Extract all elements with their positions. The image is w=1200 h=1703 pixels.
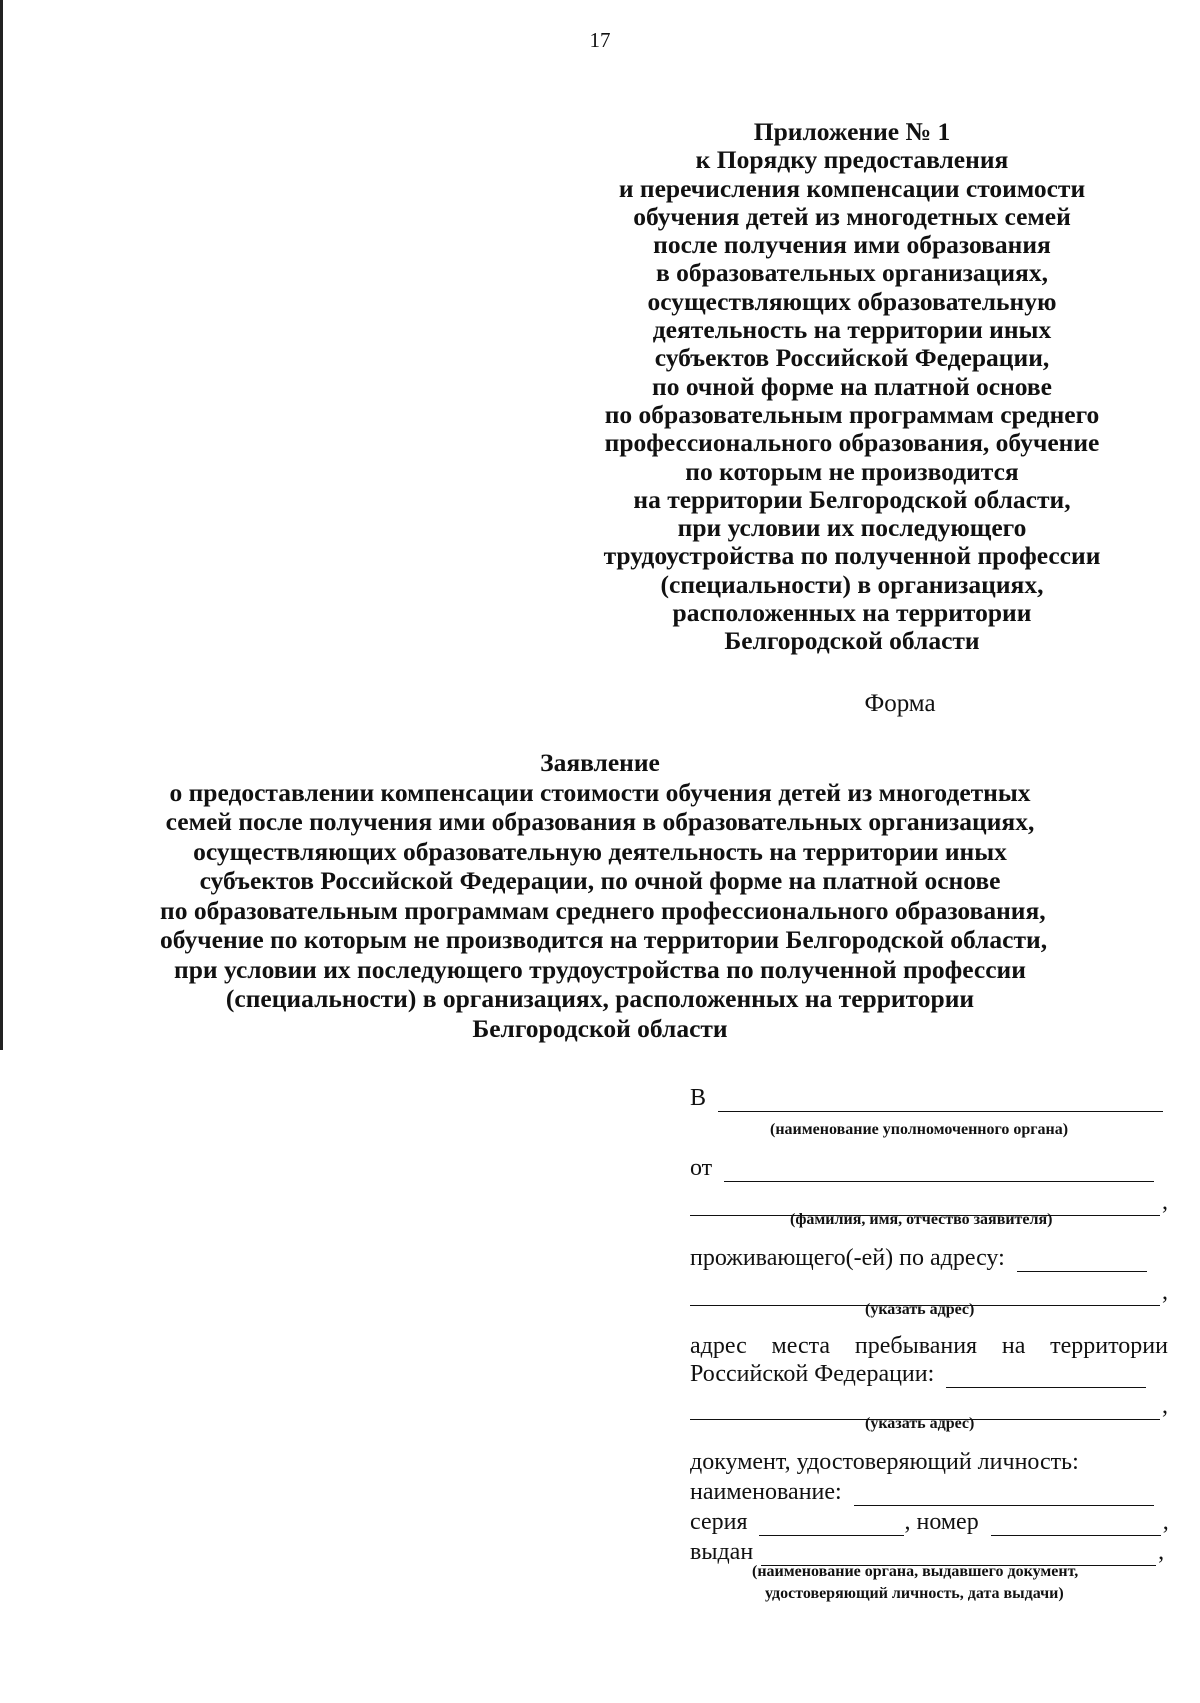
statement-line: Белгородской области [472,1013,728,1043]
issued-caption-line-2: удостоверяющий личность, дата выдачи) [765,1585,1064,1602]
comma: , [1158,1539,1165,1565]
stay-address-caption: (указать адрес) [865,1415,975,1432]
appendix-line: деятельность на территории иных [652,315,1052,345]
comma: , [1162,1279,1168,1305]
address-label: проживающего(-ей) по адресу: [690,1245,1005,1271]
appendix-line: обучения детей из многодетных семей [633,201,1071,231]
appendix-line: осуществляющих образовательную [647,286,1057,316]
stay-label-line-2: Российской Федерации: [690,1361,935,1387]
issued-label: выдан [690,1539,754,1565]
appendix-line: и перечисления компенсации стоимости [618,173,1086,203]
appendix-line: по образовательным программам среднего [604,399,1100,429]
comma: , [1162,1393,1168,1419]
authority-field[interactable] [718,1089,1163,1112]
series-label: серия [690,1509,748,1535]
applicant-name-field[interactable] [724,1159,1154,1182]
number-field[interactable] [991,1513,1161,1536]
authority-caption: (наименование уполномоченного органа) [770,1121,1069,1138]
statement-line: о предоставлении компенсации стоимости обучения детей из многодетных [169,777,1031,807]
statement-line: по образовательным программам среднего профессионального образования, [160,895,1046,925]
statement-line: (специальности) в организациях, расположенных на территории [225,984,975,1013]
appendix-line: трудоустройства по полученной профессии [603,541,1101,571]
document-name-field[interactable] [854,1483,1154,1506]
appendix-line: субъектов Российской Федерации, [654,343,1050,373]
stay-address-field[interactable] [946,1365,1146,1388]
from-label: от [690,1155,713,1181]
appendix-line: после получения ими образования [653,230,1051,260]
id-document-label: документ, удостоверяющий личность: [690,1449,1079,1475]
appendix-line: по очной форме на платной основе [652,371,1052,401]
to-label: В [690,1085,707,1111]
appendix-line: по которым не производится [685,456,1019,486]
statement-line: при условии их последующего трудоустройства по полученной профессии [174,954,1026,984]
series-field[interactable] [759,1513,904,1536]
form-label: Форма [864,690,936,717]
appendix-line: (специальности) в организациях, [660,569,1044,599]
address-field[interactable] [1017,1249,1147,1272]
statement-title: Заявление [540,748,660,777]
appendix-line: при условии их последующего [677,513,1027,543]
appendix-line: Белгородской области [724,626,980,656]
appendix-line: расположенных на территории [672,598,1032,628]
comma: , [1162,1509,1169,1535]
appendix-line: в образовательных организациях, [656,258,1048,288]
statement-line: субъектов Российской Федерации, по очной форме на платной основе [199,866,1001,895]
appendix-heading [592,118,1112,656]
number-label: , номер [904,1509,979,1535]
page-number: 17 [589,28,611,52]
statement-line: семей после получения ими образования в образовательных организациях, [165,807,1035,836]
appendix-line: на территории Белгородской области, [633,484,1071,514]
scan-left-edge [0,0,3,1050]
appendix-line: Приложение № 1 [753,117,951,146]
address-caption: (указать адрес) [865,1301,975,1318]
applicant-name-caption: (фамилия, имя, отчество заявителя) [790,1211,1053,1228]
document-name-label: наименование: [690,1479,842,1505]
statement-line: осуществляющих образовательную деятельность на территории иных [193,836,1007,866]
comma: , [1162,1189,1168,1215]
appendix-line: профессионального образования, обучение [604,428,1100,458]
issued-caption-line-1: (наименование органа, выдавшего документ, [752,1563,1079,1580]
statement-line: обучение по которым не производится на территории Белгородской области, [160,925,1048,954]
appendix-line: к Порядку предоставления [695,145,1009,175]
stay-label-line-1: адрес места пребывания на территории [690,1333,1168,1359]
statement-heading [160,748,1048,1043]
